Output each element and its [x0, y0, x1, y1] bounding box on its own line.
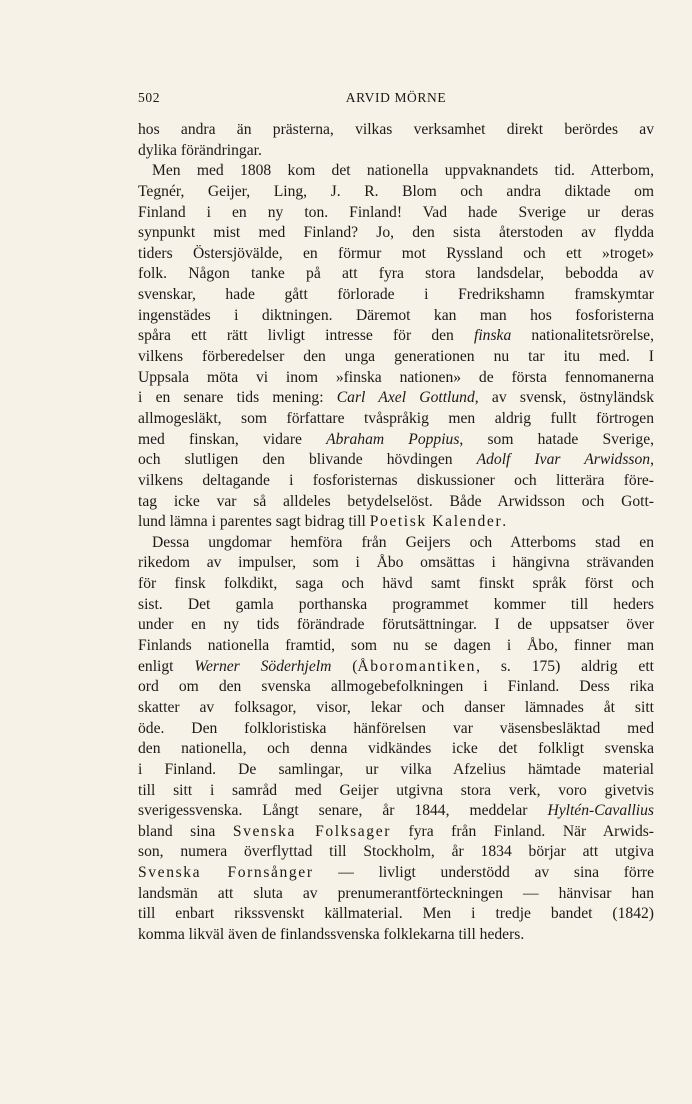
- text-line: [138, 574, 654, 595]
- text-segment: tiders Östersjövälde, en förmur mot Ryssland och ett »troget»: [138, 244, 654, 262]
- spaced-text: Åboromantiken: [357, 657, 477, 675]
- text-line: [138, 760, 654, 781]
- text-segment: landsmän att sluta av prenumerantförteckningen — hänvisar han: [138, 884, 654, 902]
- text-segment: fyra från Finland. När Arwids-: [391, 822, 654, 840]
- text-segment: allmogesläkt, som författare tvåspråkig men aldrig fullt förtrogen: [138, 409, 654, 427]
- text-segment: för finsk folkdikt, saga och hävd samt finskt språk först och: [138, 575, 654, 593]
- text-segment: ingenstädes i diktningen. Däremot kan man hos fosforisterna: [138, 306, 654, 324]
- text-segment: folk. Någon tanke på att fyra stora landsdelar, bebodda av: [138, 265, 654, 283]
- text-line: [138, 698, 654, 719]
- text-line: [138, 368, 654, 389]
- text-line: [138, 677, 654, 698]
- text-segment: skatter av folksagor, visor, lekar och danser lämnades åt sitt: [138, 698, 654, 716]
- text-line: [138, 533, 654, 554]
- italic-text: finska: [474, 327, 512, 345]
- text-line: [138, 636, 654, 657]
- text-segment: vilkens deltagande i fosforisternas diskussioner och litterära före-: [138, 471, 654, 489]
- text-segment: , s. 175) aldrig ett: [476, 657, 654, 675]
- text-line: [138, 884, 654, 905]
- text-segment: öde. Den folkloristiska hänförelsen var väsensbesläktad med: [138, 719, 654, 737]
- text-line: [138, 285, 654, 306]
- text-line: [138, 492, 654, 513]
- text-segment: ,: [650, 451, 654, 469]
- text-segment: och slutligen den blivande hövdingen: [138, 451, 477, 469]
- text-segment: sist. Det gamla porthanska programmet kommer till heders: [138, 595, 654, 613]
- text-line: [138, 925, 654, 946]
- spaced-text: Poetisk Kalender: [369, 513, 503, 531]
- text-line: [138, 409, 654, 430]
- text-line: [138, 141, 654, 162]
- text-line: [138, 326, 654, 347]
- text-line: [138, 244, 654, 265]
- text-segment: under en ny tids förändrade förutsättningar. I de uppsatser över: [138, 616, 654, 634]
- text-line: [138, 842, 654, 863]
- text-segment: rikedom av impulser, som i Åbo omsättas i hängivna strävanden: [138, 554, 654, 572]
- text-line: [138, 203, 654, 224]
- text-line: [138, 120, 654, 141]
- text-line: [138, 595, 654, 616]
- text-segment: komma likväl även de finlandssvenska folklekarna till heders.: [138, 925, 525, 943]
- text-line: [138, 512, 654, 533]
- text-segment: hos andra än prästerna, vilkas verksamhet direkt berördes av: [138, 121, 654, 138]
- text-segment: Uppsala möta vi inom »finska nationen» de första fennomanerna: [138, 368, 654, 386]
- text-segment: enligt: [138, 657, 195, 675]
- italic-text: Werner Söderhjelm: [194, 657, 332, 675]
- text-line: [138, 822, 654, 843]
- text-segment: Tegnér, Geijer, Ling, J. R. Blom och andra diktade om: [138, 182, 654, 200]
- text-line: [138, 904, 654, 925]
- text-line: [138, 719, 654, 740]
- text-line: [138, 306, 654, 327]
- text-line: [138, 615, 654, 636]
- text-segment: till sitt i samråd med Geijer utgivna stora verk, voro givetvis: [138, 781, 654, 799]
- text-segment: vilkens förberedelser den unga generationen nu tar itu med. I: [138, 348, 654, 366]
- text-segment: Dessa ungdomar hemföra från Geijers och Atterboms stad en: [152, 533, 654, 551]
- spaced-text: Svenska Fornsånger: [138, 864, 314, 882]
- text-line: [138, 264, 654, 285]
- text-segment: dylika förändringar.: [138, 141, 262, 159]
- text-line: [138, 450, 654, 471]
- text-segment: svenskar, hade gått förlorade i Fredrikshamn framskymtar: [138, 286, 654, 304]
- text-segment: .: [502, 513, 507, 531]
- running-title: ARVID MÖRNE: [345, 90, 447, 105]
- italic-text: Abraham Poppius: [326, 430, 460, 448]
- text-segment: — livligt understödd av sina förre: [313, 864, 654, 882]
- italic-text: Hyltén-Cavallius: [547, 802, 654, 820]
- text-line: [138, 182, 654, 203]
- text-segment: Finlands nationella framtid, som nu se dagen i Åbo, finner man: [138, 637, 654, 655]
- text-line: [138, 781, 654, 802]
- text-segment: till enbart rikssvenskt källmaterial. Men i tredje bandet (1842): [138, 905, 654, 923]
- text-line: [138, 739, 654, 760]
- text-line: [138, 553, 654, 574]
- page-number: 502: [138, 90, 161, 105]
- text-segment: , som hatade Sverige,: [459, 430, 654, 448]
- spaced-text: Svenska Folksager: [232, 822, 392, 840]
- text-segment: nationalitetsrörelse,: [511, 327, 654, 345]
- text-line: [138, 388, 654, 409]
- text-line: [138, 657, 654, 678]
- text-segment: , av svensk, östnyländsk: [474, 389, 654, 407]
- text-segment: synpunkt mist med Finland? Jo, den sista återstoden av flydda: [138, 224, 654, 242]
- text-segment: i Finland. De samlingar, ur vilka Afzelius hämtade material: [138, 760, 654, 778]
- text-line: [138, 430, 654, 451]
- text-segment: den nationella, och denna vidkändes icke det folkligt svenska: [138, 740, 654, 758]
- text-line: [138, 161, 654, 182]
- text-segment: med finskan, vidare: [138, 430, 327, 448]
- text-segment: tag icke var så alldeles betydelselöst. Både Arwidsson och Gott-: [138, 492, 654, 510]
- italic-text: Carl Axel Gottlund: [336, 389, 475, 407]
- text-segment: (: [331, 657, 358, 675]
- text-segment: lund lämna i parentes sagt bidrag till: [138, 513, 370, 531]
- text-segment: spåra ett rätt livligt intresse för den: [138, 327, 475, 345]
- text-line: [138, 347, 654, 368]
- text-segment: ord om den svenska allmogebefolkningen i Finland. Dess rika: [138, 678, 654, 696]
- text-line: [138, 223, 654, 244]
- text-segment: sverigessvenska. Långt senare, år 1844, meddelar: [138, 802, 548, 820]
- italic-text: Adolf Ivar Arwidsson: [476, 451, 651, 469]
- text-segment: Finland i en ny ton. Finland! Vad hade Sverige ur deras: [138, 203, 654, 221]
- body-text: [138, 120, 654, 946]
- text-segment: son, numera överflyttad till Stockholm, år 1834 börjar att utgiva: [138, 843, 654, 861]
- text-segment: Men med 1808 kom det nationella uppvaknandets tid. Atterbom,: [152, 162, 654, 180]
- text-line: [138, 801, 654, 822]
- text-line: [138, 471, 654, 492]
- page-header: [138, 90, 654, 110]
- text-segment: i en senare tids mening:: [138, 389, 337, 407]
- text-line: [138, 863, 654, 884]
- text-segment: bland sina: [138, 822, 233, 840]
